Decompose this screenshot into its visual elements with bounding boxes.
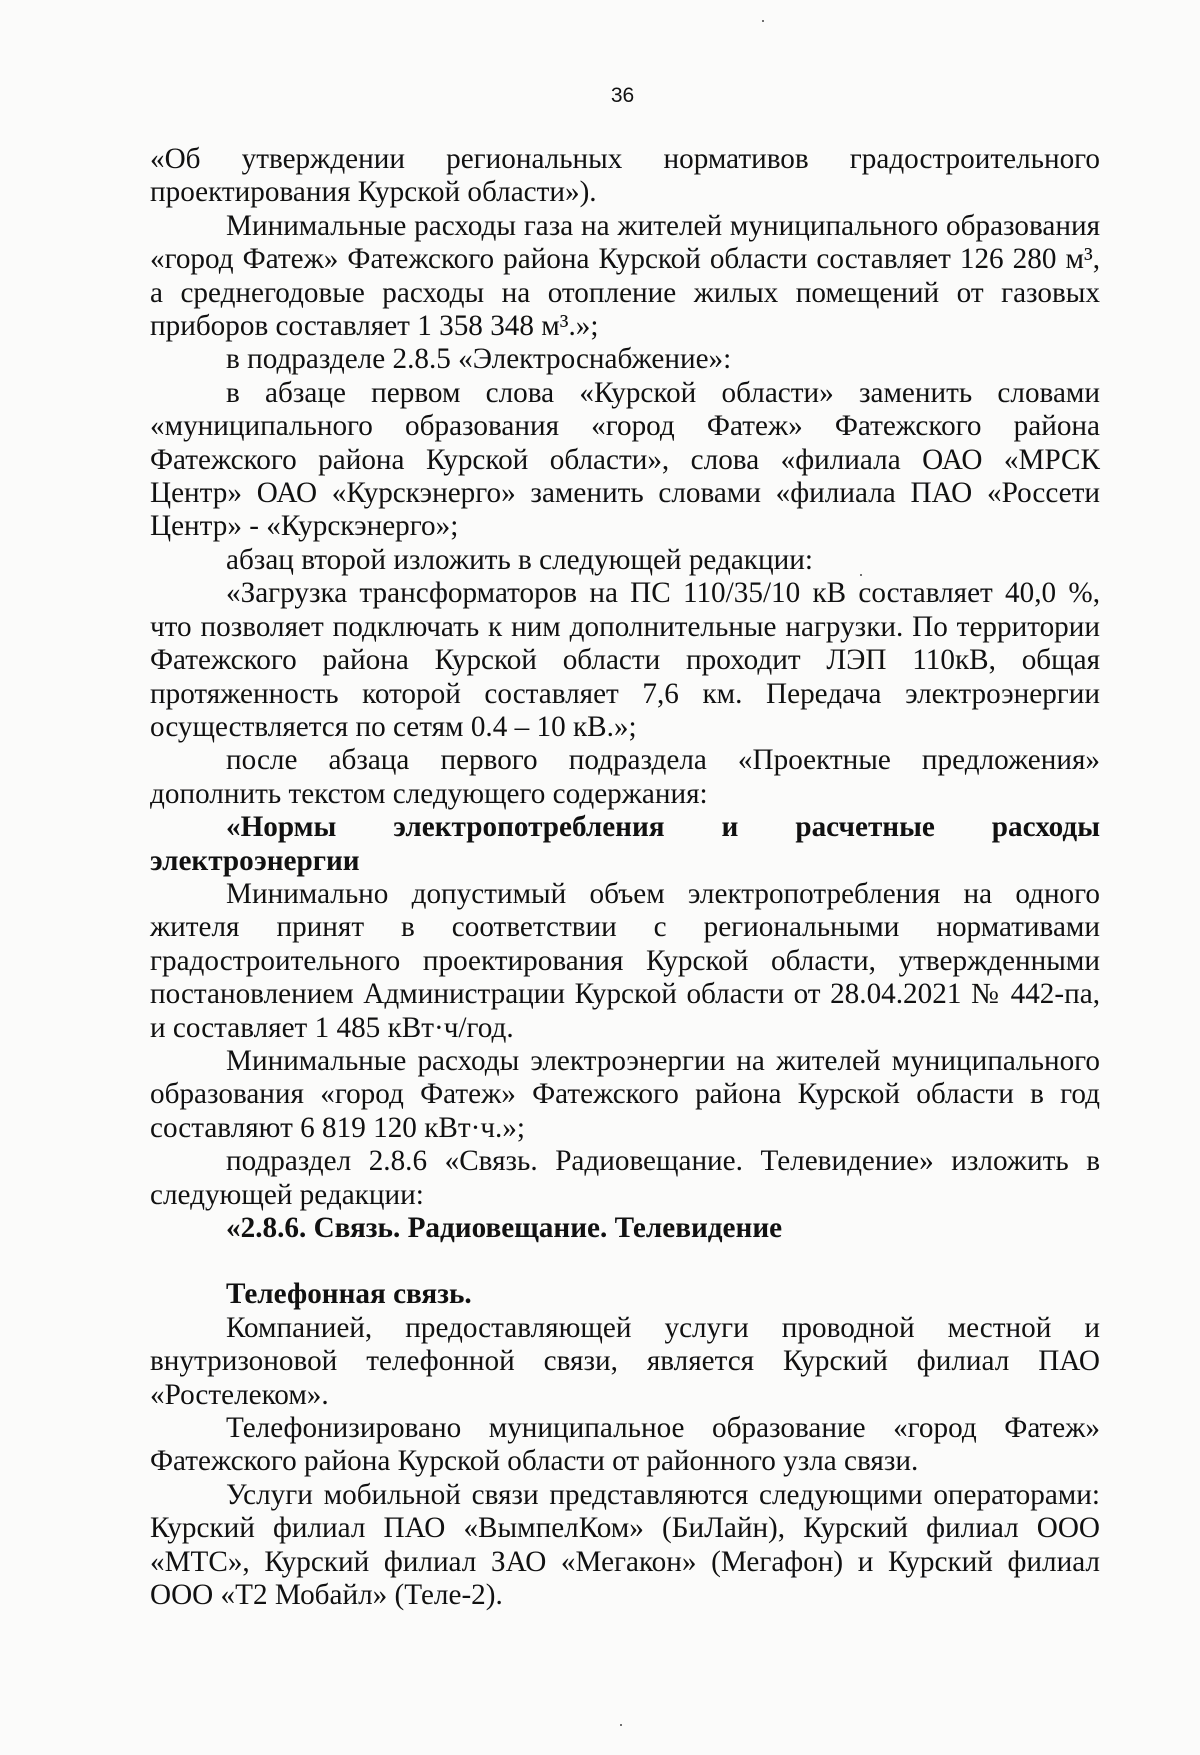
paragraph-continuation: «Об утверждении региональных нормативов градостроительного проектирования Курской области»). (150, 143, 1100, 209)
paragraph-telephonization: Телефонизировано муниципальное образование «город Фатеж» Фатежского района Курской области от районного узла связи. (150, 1412, 1100, 1478)
paragraph-gas-consumption: Минимальные расходы газа на жителей муниципального образования «город Фатеж» Фатежского района Курской области составляет 126 280 м³, а среднегодовые расходы на отопление жилых помещений от газовых приборов составляет 1 358 348 м³.»; (150, 209, 1100, 343)
paragraph-first-abzac-replacement: в абзаце первом слова «Курской области» заменить словами «муниципального образования «город Фатеж» Фатежского района Фатежского района Курской области», слова «филиала ОАО «МРСК Центр» ОАО «Курскэнерго» заменить словами «филиала ПАО «Россети Центр» - «Курскэнерго»; (150, 376, 1100, 543)
paragraph-subsection-2-8-6-intro: подраздел 2.8.6 «Связь. Радиовещание. Телевидение» изложить в следующей редакции: (150, 1145, 1100, 1211)
heading-2-8-6: «2.8.6. Связь. Радиовещание. Телевидение (226, 1212, 783, 1244)
paragraph-min-electricity-costs: Минимальные расходы электроэнергии на жителей муниципального образования «город Фатеж» Фатежского района Курской области в год составляют 6 819 120 кВт·ч.»; (150, 1044, 1100, 1144)
paragraph-second-abzac-intro: абзац второй изложить в следующей редакции: (226, 543, 813, 576)
scan-speck (860, 574, 862, 576)
paragraph-wired-provider: Компанией, предоставляющей услуги проводной местной и внутризоновой телефонной связи, является Курский филиал ПАО «Ростелеком». (150, 1311, 1100, 1411)
document-body (150, 143, 1100, 1612)
paragraph-mobile-operators: Услуги мобильной связи представляются следующими операторами: Курский филиал ПАО «ВымпелКом» (БиЛайн), Курский филиал ООО «МТС», Курский филиал ЗАО «Мегакон» (Мегафон) и Курский филиал ООО «Т2 Мобайл» (Теле-2). (150, 1478, 1100, 1612)
scan-speck (762, 20, 764, 22)
paragraph-subsection-2-8-5: в подразделе 2.8.5 «Электроснабжение»: (226, 343, 732, 376)
scan-speck (620, 1724, 622, 1726)
heading-telephone: Телефонная связь. (226, 1278, 472, 1311)
page-number: 36 (610, 84, 635, 107)
paragraph-min-consumption: Минимально допустимый объем электропотребления на одного жителя принят в соответствии с региональными нормативами градостроительного проектирования Курской области, утвержденными постановлением Администрации Курской области от 28.04.2021 № 442-па, и составляет 1 485 кВт·ч/год. (150, 877, 1100, 1044)
paragraph-transformer-load: «Загрузка трансформаторов на ПС 110/35/10 кВ составляет 40,0 %, что позволяет подключать к ним дополнительные нагрузки. По территории Фатежского района Курской области проходит ЛЭП 110кВ, общая протяженность которой составляет 7,6 км. Передача электроэнергии осуществляется по сетям 0.4 – 10 кВ.»; (150, 577, 1100, 743)
paragraph-proposals-intro: после абзаца первого подраздела «Проектные предложения» дополнить текстом следующего содержания: (150, 744, 1100, 810)
heading-power-norms: «Нормы электропотребления и расчетные расходы электроэнергии (150, 811, 1100, 877)
